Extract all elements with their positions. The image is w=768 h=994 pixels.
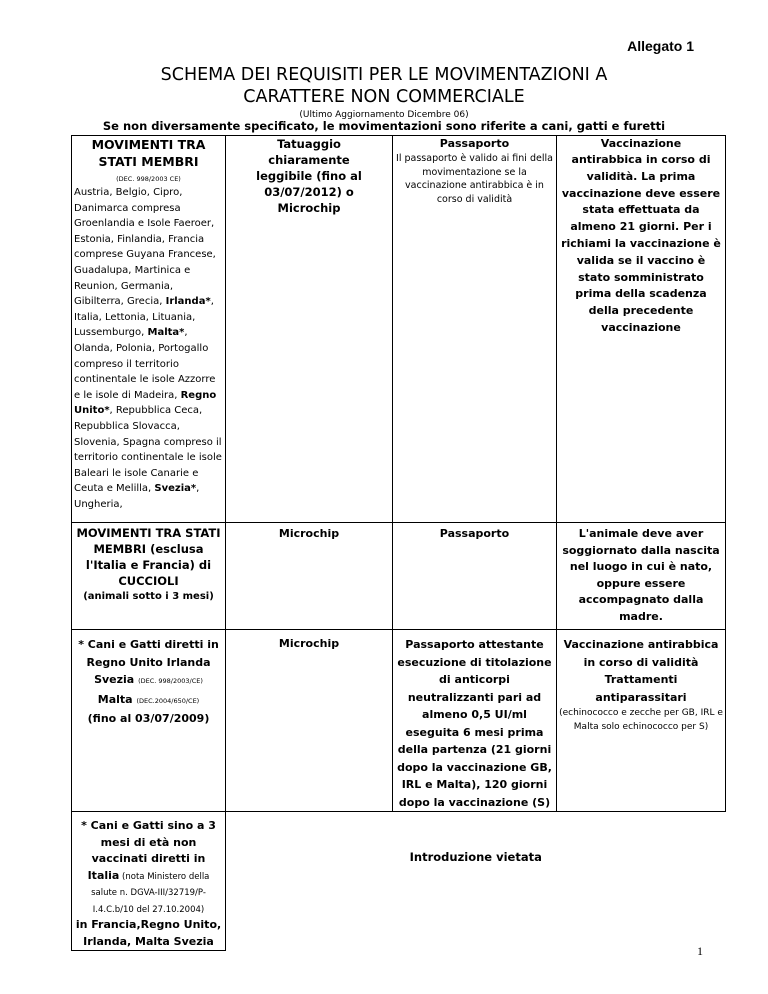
allegato-label: Allegato 1 xyxy=(627,38,694,54)
vaccination-text: antirabbica in corso di validità. La prima vaccinazione deve essere stata effettuata da almeno 21 giorni. Per i richiami la vaccinazione è valida se il vaccino è stato somministrato prima della scadenza della precedente vaccinazione xyxy=(561,153,721,334)
row3-col4 xyxy=(557,630,726,812)
row4-destination: * Cani e Gatti sino a 3 mesi di età non vaccinati diretti in Italia (nota Ministero della salute n. DGVA-III/32719/P-I.4.C.b/10 del 27.10.2004) in Francia,Regno Unito, Irlanda, Malta Svezia xyxy=(75,819,222,948)
row3-col3 xyxy=(393,630,557,812)
row2-col4 xyxy=(557,523,726,630)
country-list: Austria, Belgio, Cipro, Danimarca compresa Groenlandia e Isole Faeroer, Estonia, Finlandia, Francia comprese Guyana Francese, Guadalupa, Martinica e Reunion, Germania, Gibilterra, Grecia, Irlanda*, Italia, Lettonia, Lituania, Lussemburgo, Malta*, Olanda, Polonia, Portogallo compreso il territorio continentale le isole Azzorre e le isole di Madeira, Regno Unito*, Repubblica Ceca, Repubblica Slovacca, Slovenia, Spagna compreso il territorio continentale le isole Baleari le isole Canarie e Ceuta e Melilla, Svezia*, Ungheria, xyxy=(74,187,222,510)
row2-passport: Passaporto xyxy=(439,527,510,540)
row2-requirement: L'animale deve aver soggiornato dalla nascita nel luogo in cui è nato, oppure essere accompagnato dalla madre. xyxy=(562,527,720,623)
introduction-forbidden: Introduzione vietata xyxy=(409,850,542,864)
document-title-line2: CARATTERE NON COMMERCIALE xyxy=(243,87,525,107)
puppies-age-note: (animali sotto i 3 mesi) xyxy=(83,591,214,602)
row3-passport-requirement: Passaporto attestante esecuzione di titolazione di anticorpi neutralizzanti pari ad almeno 0,5 UI/ml eseguita 6 mesi prima della partenza (21 giorni dopo la vaccinazione GB, IRL e Malta), 120 giorni dopo la vaccinazione (S) xyxy=(397,638,552,809)
table-row xyxy=(72,812,726,951)
row1-col2 xyxy=(226,136,393,523)
page-number: 1 xyxy=(697,944,703,958)
update-note: (Ultimo Aggiornamento Dicembre 06) xyxy=(299,110,469,120)
requirements-table xyxy=(71,135,726,951)
row1-ref: (DEC. 998/2003 CE) xyxy=(116,175,181,183)
row3-destination: * Cani e Gatti diretti in Regno Unito Irlanda Svezia (DEC. 998/2003/CE) Malta (DEC.2004/650/CE) (fino al 03/07/2009) xyxy=(78,638,219,725)
row3-col2 xyxy=(226,630,393,812)
document-title-line1: SCHEMA DEI REQUISITI PER LE MOVIMENTAZIONI A xyxy=(160,65,608,85)
subtitle: Se non diversamente specificato, le movimentazioni sono riferite a cani, gatti e furetti xyxy=(102,119,666,133)
passport-heading: Passaporto xyxy=(439,137,510,150)
table-row xyxy=(72,136,726,523)
row1-col4 xyxy=(557,136,726,523)
table-row xyxy=(72,523,726,630)
row3-col1 xyxy=(72,630,226,812)
row4-col1 xyxy=(72,812,226,951)
row1-title: MOVIMENTI TRA STATI MEMBRI xyxy=(91,137,206,169)
row3-antiparasitic-note: (echinococco e zecche per GB, IRL e Malta solo echinococco per S) xyxy=(559,708,723,732)
passport-note: Il passaporto è valido ai fini della movimentazione se la vaccinazione antirabbica è in corso di validità xyxy=(396,153,553,205)
table-row xyxy=(72,630,726,812)
vaccination-heading: Vaccinazione xyxy=(600,137,682,150)
row2-col2 xyxy=(226,523,393,630)
row2-col1 xyxy=(72,523,226,630)
row1-col3 xyxy=(393,136,557,523)
row1-col1 xyxy=(72,136,226,523)
puppies-title: MOVIMENTI TRA STATI MEMBRI (esclusa l'Italia e Francia) di CUCCIOLI xyxy=(76,526,221,588)
row4-rest xyxy=(226,812,726,951)
row3-identification: Microchip xyxy=(278,637,340,650)
identification-requirement: Tatuaggio chiaramente leggibile (fino al 03/07/2012) o Microchip xyxy=(256,137,362,215)
row2-col3 xyxy=(393,523,557,630)
row3-vaccination: Vaccinazione antirabbica in corso di validità Trattamenti antiparassitari xyxy=(563,638,719,704)
row2-identification: Microchip xyxy=(278,527,340,540)
